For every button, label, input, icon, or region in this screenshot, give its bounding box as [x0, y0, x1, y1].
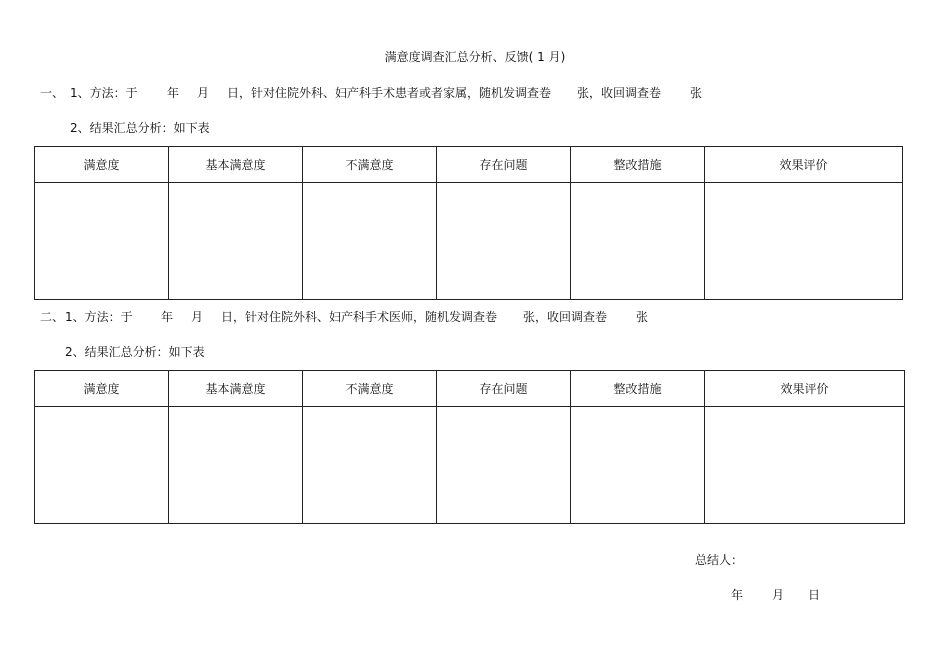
section1-table-row	[35, 183, 903, 300]
section2-table	[34, 370, 905, 524]
header-dissatisfaction: 不满意度	[303, 371, 437, 407]
footer-day: 日	[808, 588, 821, 602]
table-cell[interactable]	[35, 183, 169, 300]
table-cell[interactable]	[303, 183, 437, 300]
footer-year: 年	[731, 588, 744, 602]
section1-table-header-row	[35, 147, 903, 183]
section1-table	[34, 146, 903, 300]
document-title: 满意度调查汇总分析、反馈( 1 月)	[384, 50, 566, 64]
header-basic-satisfaction: 基本满意度	[169, 147, 303, 183]
section2-day-text: 日，针对住院外科、妇产科手术医师，随机发调查卷	[221, 310, 498, 324]
section2-year: 年	[161, 310, 174, 324]
header-corrective-measures: 整改措施	[571, 147, 705, 183]
header-dissatisfaction: 不满意度	[303, 147, 437, 183]
table-cell[interactable]	[169, 183, 303, 300]
table-cell[interactable]	[705, 407, 905, 524]
table-cell[interactable]	[35, 407, 169, 524]
section2-unit: 张	[636, 310, 649, 324]
table-cell[interactable]	[303, 407, 437, 524]
header-satisfaction: 满意度	[35, 147, 169, 183]
footer-date-line	[0, 588, 950, 602]
section2-method-label: 1、方法：于	[65, 310, 133, 324]
header-existing-problems: 存在问题	[437, 147, 571, 183]
table-cell[interactable]	[437, 183, 571, 300]
header-existing-problems: 存在问题	[437, 371, 571, 407]
section1-method-line	[0, 86, 950, 100]
section1-received: 张，收回调查卷	[577, 86, 662, 100]
section2-table-header-row	[35, 371, 905, 407]
section1-month: 月	[197, 86, 210, 100]
summarizer-label: 总结人：	[695, 553, 744, 567]
footer-month: 月	[772, 588, 785, 602]
section1-year: 年	[167, 86, 180, 100]
table-cell[interactable]	[571, 407, 705, 524]
section2-method-line	[0, 310, 950, 324]
header-corrective-measures: 整改措施	[571, 371, 705, 407]
table-cell[interactable]	[437, 407, 571, 524]
section1-summary-label: 2、结果汇总分析：如下表	[70, 121, 210, 135]
section1-prefix: 一、	[40, 86, 65, 100]
section1-method-label: 1、方法：于	[70, 86, 138, 100]
section2-prefix: 二、	[40, 310, 65, 324]
section2-month: 月	[191, 310, 204, 324]
header-effect-evaluation: 效果评价	[705, 371, 905, 407]
section2-table-row	[35, 407, 905, 524]
header-basic-satisfaction: 基本满意度	[169, 371, 303, 407]
header-effect-evaluation: 效果评价	[705, 147, 903, 183]
section1-unit: 张	[690, 86, 703, 100]
section1-day-text: 日，针对住院外科、妇产科手术患者或者家属，随机发调查卷	[227, 86, 552, 100]
section2-received: 张，收回调查卷	[523, 310, 608, 324]
table-cell[interactable]	[169, 407, 303, 524]
table-cell[interactable]	[705, 183, 903, 300]
table-cell[interactable]	[571, 183, 705, 300]
header-satisfaction: 满意度	[35, 371, 169, 407]
section2-summary-label: 2、结果汇总分析：如下表	[65, 345, 205, 359]
